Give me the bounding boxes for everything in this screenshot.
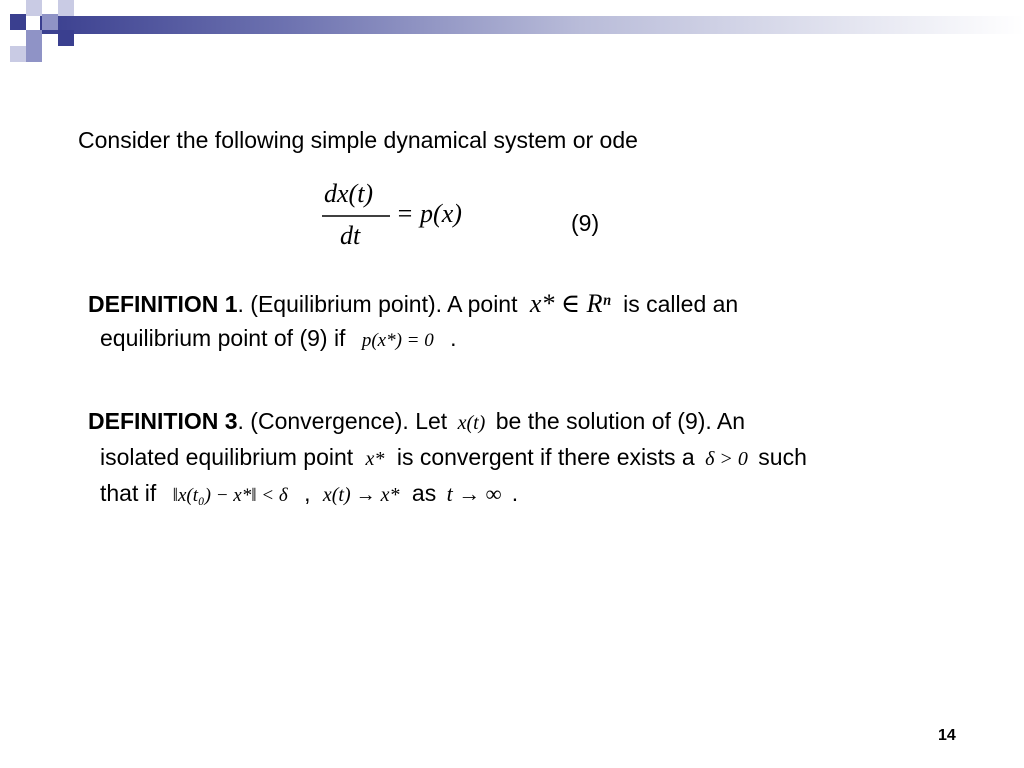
definition-3-text: such xyxy=(751,444,807,470)
definition-3-text: as xyxy=(405,480,443,506)
math-convergence: x(t) → x* xyxy=(322,484,400,506)
definition-3-text: is convergent if there exists a xyxy=(390,444,702,470)
equation-rhs: = p(x) xyxy=(396,199,462,228)
math-p-of-x-star: p(x*) = 0 xyxy=(361,330,434,351)
definition-3-text: , xyxy=(297,480,317,506)
equation-number: (9) xyxy=(571,210,600,236)
definition-1-title: DEFINITION 1 xyxy=(88,291,238,317)
math-x-star: x* xyxy=(365,448,385,470)
header-square xyxy=(26,0,42,16)
page-number: 14 xyxy=(938,727,956,744)
definition-1 xyxy=(88,287,738,358)
definition-3-line-3 xyxy=(88,476,807,513)
ode-equation xyxy=(318,172,518,262)
definition-3-text: be the solution of (9). An xyxy=(489,408,746,434)
definition-1-text: is called an xyxy=(616,291,739,317)
math-t-to-infinity: t → ∞ xyxy=(446,481,502,506)
header-square xyxy=(10,46,26,62)
ode-equation-graphic xyxy=(318,172,518,262)
math-x-of-t: x(t) xyxy=(457,412,486,434)
header-square xyxy=(26,30,42,46)
math-norm-condition: ‖x(t₀) − x*‖ < δ xyxy=(172,485,288,506)
equation-numerator: dx(t) xyxy=(324,179,374,208)
header-square xyxy=(58,30,74,46)
math-delta-positive: δ > 0 xyxy=(705,448,748,470)
header-square xyxy=(42,14,58,30)
intro-text: Consider the following simple dynamical system or ode xyxy=(78,127,638,153)
equation-denominator: dt xyxy=(340,221,361,250)
definition-1-text: equilibrium point of (9) if xyxy=(100,325,352,351)
definition-3-text: . xyxy=(505,480,519,506)
definition-3 xyxy=(88,404,807,513)
definition-3-text: that if xyxy=(100,480,163,506)
definition-3-text: isolated equilibrium point xyxy=(100,444,360,470)
header-band xyxy=(40,16,1024,34)
header-square xyxy=(10,14,26,30)
definition-1-text: . (Equilibrium point). A point xyxy=(237,291,524,317)
math-x-in-rn: x* ∈ Rⁿ xyxy=(529,289,611,318)
definition-3-line-1 xyxy=(88,404,807,440)
definition-1-line-1 xyxy=(88,287,738,321)
header-square xyxy=(58,0,74,16)
definition-3-title: DEFINITION 3 xyxy=(88,408,238,434)
definition-3-line-2 xyxy=(88,440,807,476)
definition-1-text: . xyxy=(443,325,457,351)
definition-1-line-2 xyxy=(88,321,738,358)
header-square xyxy=(26,46,42,62)
definition-3-text: . (Convergence). Let xyxy=(237,408,454,434)
